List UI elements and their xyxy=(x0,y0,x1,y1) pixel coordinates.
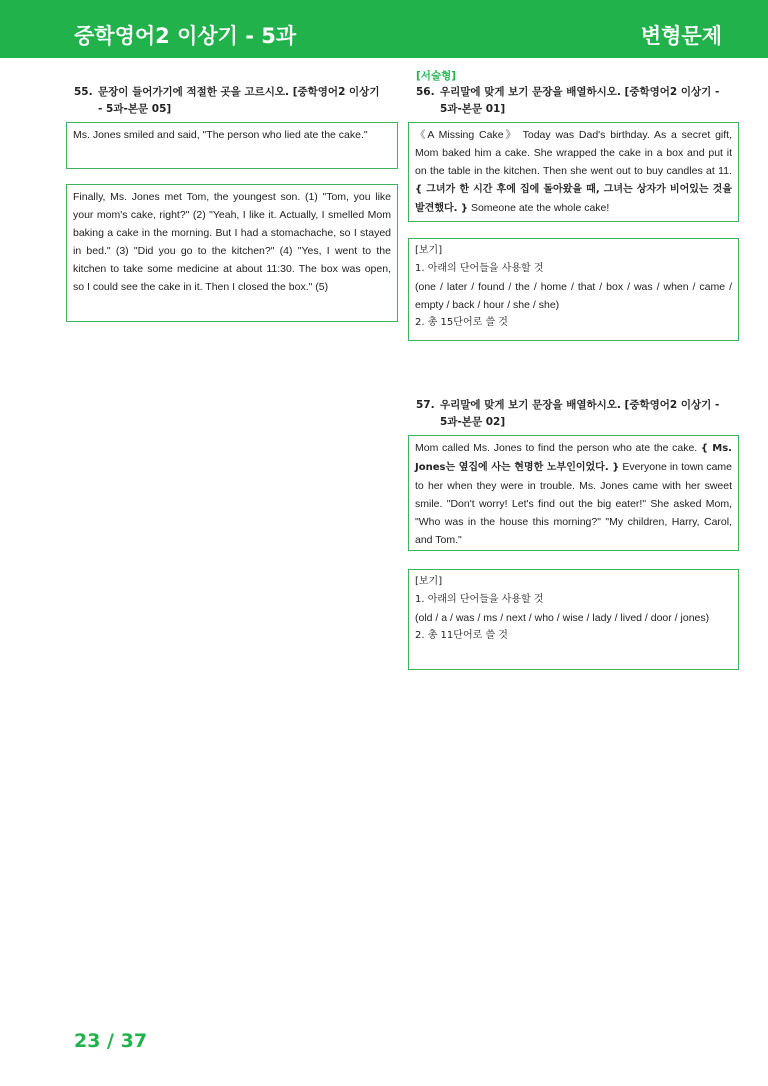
q57-target-sentence: { Ms. Jones는 옆집에 사는 현명한 노부인이었다. } xyxy=(415,443,732,473)
header-title: 중학영어2 이상기 - 5과 xyxy=(74,24,297,48)
q55-title-line2: - 5과-본문 05] xyxy=(98,103,172,115)
q55-title-line1: 문장이 들어가기에 적절한 곳을 고르시오. [중학영어2 이상기 xyxy=(98,86,380,98)
q56-number: 56. xyxy=(416,86,435,98)
q57-title-line2: 5과-본문 02] xyxy=(440,416,506,428)
page-number: 23 / 37 xyxy=(74,1030,148,1052)
q56-target-sentence: { 그녀가 한 시간 후에 집에 돌아왔을 때, 그녀는 상자가 비어있는 것을 발견했다. } xyxy=(415,184,732,214)
q56-type-tag: [서술형] xyxy=(416,70,457,82)
page-header xyxy=(0,0,768,58)
q57-word-list: (old / a / was / ms / next / who / wise / lady / lived / door / jones) xyxy=(415,612,710,624)
q57-condition-2: 2. 총 11단어로 쓸 것 xyxy=(415,630,508,641)
q57-example-box xyxy=(408,569,739,670)
header-label: 변형문제 xyxy=(640,24,722,48)
q57-passage-before: Mom called Ms. Jones to find the person who ate the cake. xyxy=(415,442,701,454)
q56-condition-2: 2. 총 15단어로 쓸 것 xyxy=(415,317,508,328)
q55-given-sentence: Ms. Jones smiled and said, "The person who lied ate the cake." xyxy=(73,129,368,141)
q55-passage-box xyxy=(66,184,398,322)
q56-condition-1: 1. 아래의 단어들을 사용할 것 xyxy=(415,263,544,274)
q56-passage-box xyxy=(408,122,739,222)
q56-title-line1: 우리말에 맞게 보기 문장을 배열하시오. [중학영어2 이상기 - xyxy=(440,86,720,98)
q55-given-sentence-box xyxy=(66,122,398,169)
q55-passage: Finally, Ms. Jones met Tom, the youngest son. (1) "Tom, you like your mom's cake, right?" (2) "Yeah, I like it. Actually, I smelled Mom baking a cake in the morning. But I had a stomachache, so I stayed in bed." (3) "Did you go to the kitchen?" (4) "Yes, I went to the kitchen to take some medicine at about 11:30. The box was open, so I could see the cake in it. Then I closed the box." (5) xyxy=(73,191,391,293)
q57-passage-after: Everyone in town came to her when they were in trouble. Ms. Jones came with her sweet smile. "Don't worry! Let's find out the big eater!" She asked Mom, "Who was in the house this morning?" "My children, Harry, Carol, and Tom." xyxy=(415,461,732,546)
q56-title xyxy=(416,84,736,118)
q57-example-title: [보기] xyxy=(415,576,443,587)
q56-word-list: (one / later / found / the / home / that / box / was / when / came / empty / back / hour / she / she) xyxy=(415,281,732,311)
q57-passage-box xyxy=(408,435,739,551)
q57-title-line1: 우리말에 맞게 보기 문장을 배열하시오. [중학영어2 이상기 - xyxy=(440,399,720,411)
q56-passage-before: 《A Missing Cake》 Today was Dad's birthday. As a secret gift, Mom baked him a cake. She wrapped the cake in a box and put it on the table in the kitchen. Then she went out to buy candles at 11. xyxy=(415,129,732,177)
q55-title xyxy=(74,84,390,118)
q56-passage-after: Someone ate the whole cake! xyxy=(468,202,610,214)
q57-title xyxy=(416,397,736,431)
q56-example-box xyxy=(408,238,739,341)
q55-number: 55. xyxy=(74,86,93,98)
q56-title-line2: 5과-본문 01] xyxy=(440,103,506,115)
q57-number: 57. xyxy=(416,399,435,411)
q56-example-title: [보기] xyxy=(415,245,443,256)
q57-condition-1: 1. 아래의 단어들을 사용할 것 xyxy=(415,594,544,605)
